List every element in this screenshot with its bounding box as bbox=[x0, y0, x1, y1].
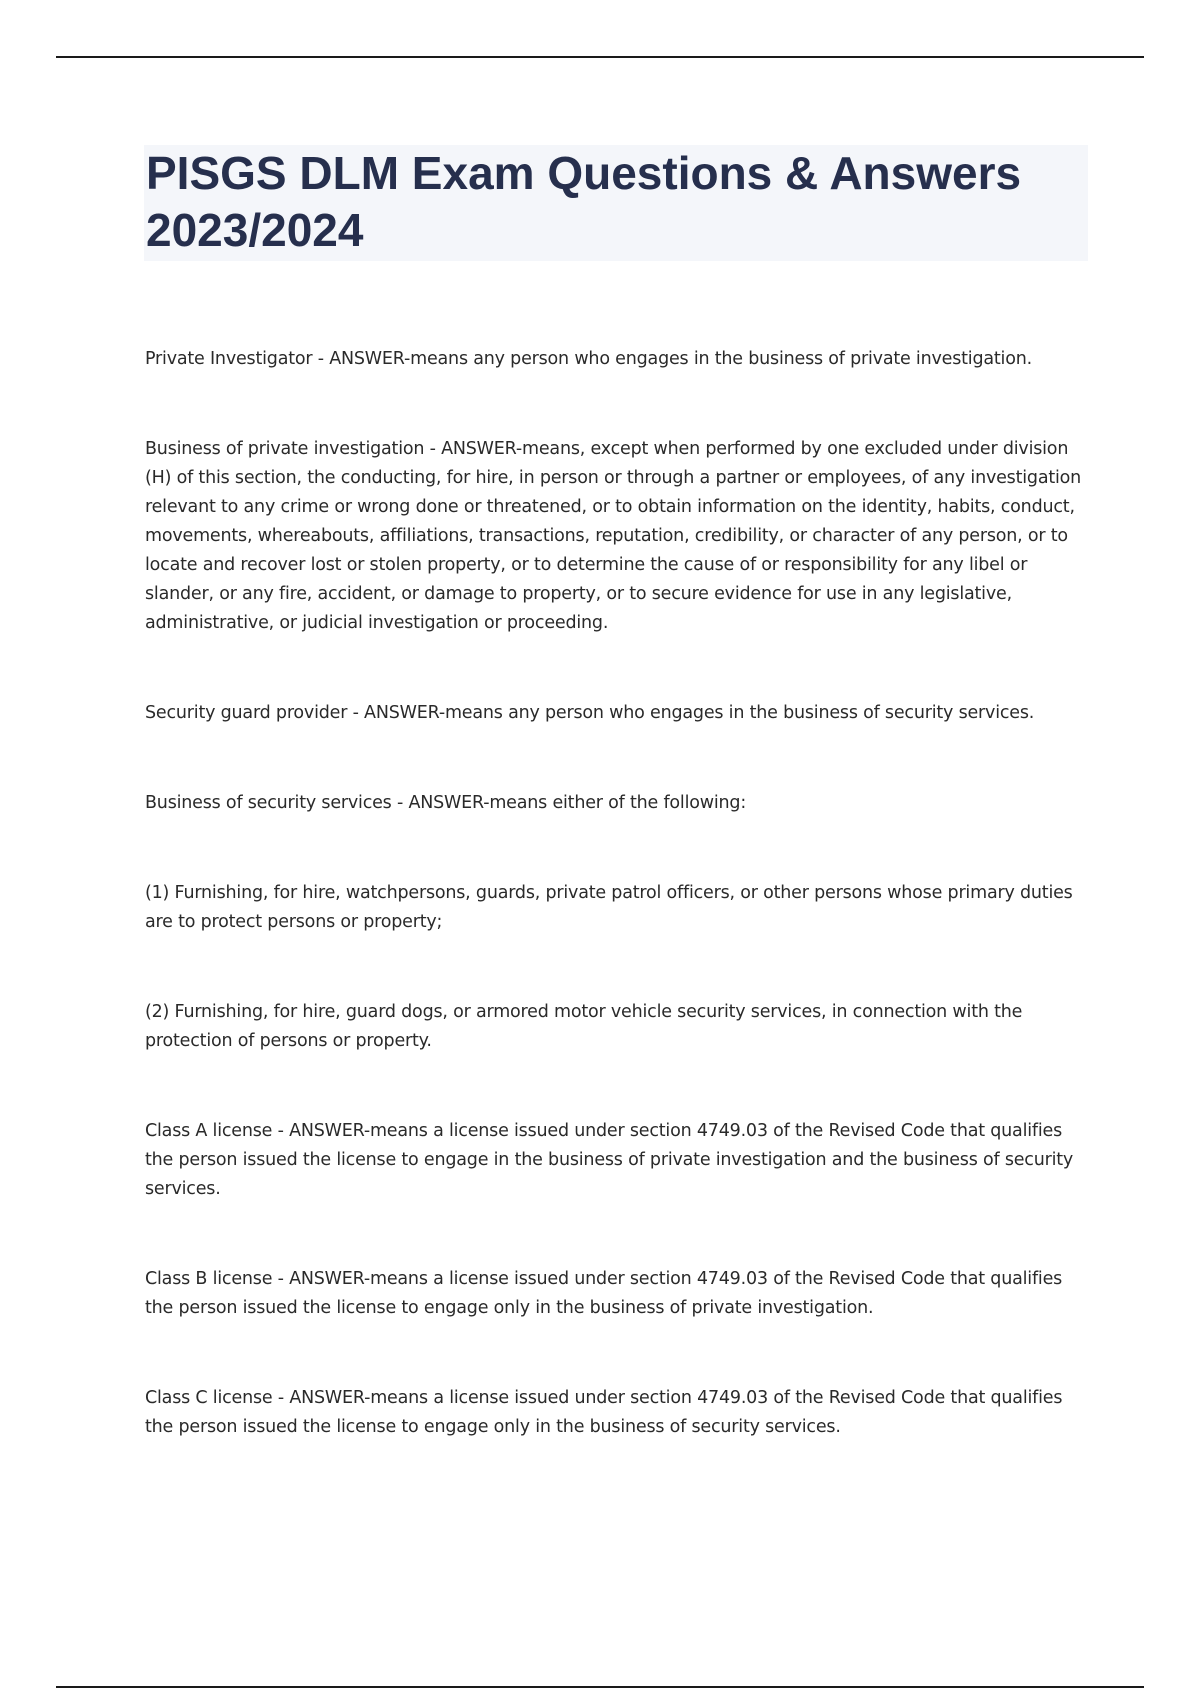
definition-item-2: (2) Furnishing, for hire, guard dogs, or armored motor vehicle security services, in connection with the protection of persons or property. bbox=[145, 1002, 1023, 1051]
definition-security-guard-provider: Security guard provider - ANSWER-means any person who engages in the business of security services. bbox=[145, 703, 1035, 723]
document-body bbox=[145, 345, 1095, 1503]
bottom-divider bbox=[56, 1686, 1144, 1688]
definition-class-a-license: Class A license - ANSWER-means a license issued under section 4749.03 of the Revised Code that qualifies the person issued the license to engage in the business of private investigation and the business of security services. bbox=[145, 1121, 1074, 1199]
page-title: PISGS DLM Exam Questions & Answers 2023/2024 bbox=[146, 147, 1022, 256]
definition-class-b-license: Class B license - ANSWER-means a license issued under section 4749.03 of the Revised Code that qualifies the person issued the license to engage only in the business of private investigation. bbox=[145, 1269, 1063, 1318]
definition-private-investigator: Private Investigator - ANSWER-means any person who engages in the business of private investigation. bbox=[145, 349, 1032, 369]
top-divider bbox=[56, 56, 1144, 58]
definition-business-of-security-services: Business of security services - ANSWER-means either of the following: bbox=[145, 793, 747, 813]
definition-class-c-license: Class C license - ANSWER-means a license issued under section 4749.03 of the Revised Code that qualifies the person issued the license to engage only in the business of security services. bbox=[145, 1388, 1063, 1437]
definition-business-of-private-investigation: Business of private investigation - ANSWER-means, except when performed by one excluded under division (H) of this section, the conducting, for hire, in person or through a partner or employees, of any investigation relevant to any crime or wrong done or threatened, or to obtain information on the identity, habits, conduct, movements, whereabouts, affiliations, transactions, reputation, credibility, or character of any person, or to locate and recover lost or stolen property, or to determine the cause of or responsibility for any libel or slander, or any fire, accident, or damage to property, or to secure evidence for use in any legislative, administrative, or judicial investigation or proceeding. bbox=[145, 439, 1082, 633]
title-block bbox=[144, 145, 1088, 261]
definition-item-1: (1) Furnishing, for hire, watchpersons, guards, private patrol officers, or other persons whose primary duties are to protect persons or property; bbox=[145, 883, 1073, 932]
